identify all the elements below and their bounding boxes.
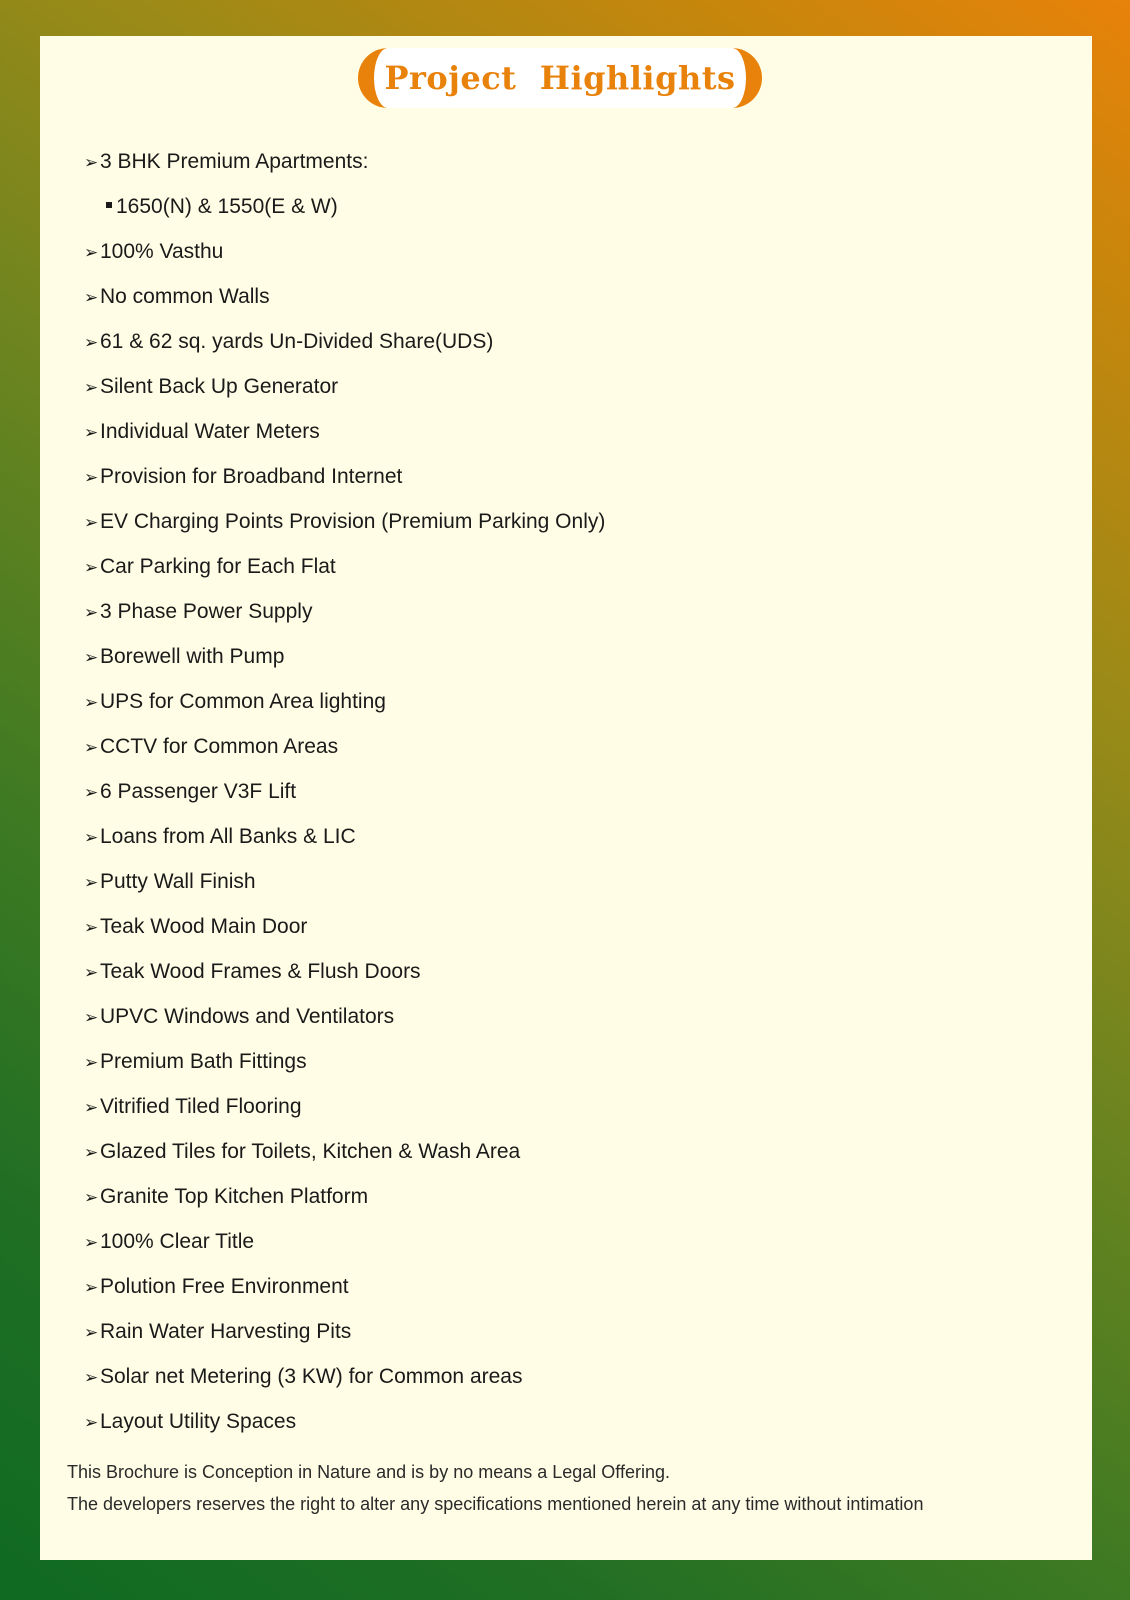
arrow-bullet-icon: ➢ [84,738,99,757]
list-item: ➢Borewell with Pump [84,639,605,684]
arrow-bullet-icon: ➢ [84,513,99,532]
list-item: ➢Premium Bath Fittings [84,1044,605,1089]
list-item: ➢CCTV for Common Areas [84,729,605,774]
arrow-bullet-icon: ➢ [84,423,99,442]
list-item: ➢Solar net Metering (3 KW) for Common areas [84,1359,605,1404]
list-item: ➢Polution Free Environment [84,1269,605,1314]
list-item: ➢61 & 62 sq. yards Un-Divided Share(UDS) [84,324,605,369]
list-item: ➢Loans from All Banks & LIC [84,819,605,864]
arrow-bullet-icon: ➢ [84,828,99,847]
disclaimer-line: This Brochure is Conception in Nature and is by no means a Legal Offering. [67,1462,670,1482]
arrow-bullet-icon: ➢ [84,1278,99,1297]
list-item: ➢Individual Water Meters [84,414,605,459]
arrow-bullet-icon: ➢ [84,1323,99,1342]
page-title: Project Highlights [384,59,736,97]
highlights-list [84,144,605,1449]
arrow-bullet-icon: ➢ [84,468,99,487]
list-item: ➢Granite Top Kitchen Platform [84,1179,605,1224]
arrow-bullet-icon: ➢ [84,1053,99,1072]
list-item: ➢EV Charging Points Provision (Premium Parking Only) [84,504,605,549]
arrow-bullet-icon: ➢ [84,243,99,262]
arrow-bullet-icon: ➢ [84,1143,99,1162]
list-item: ➢No common Walls [84,279,605,324]
list-item: ➢Silent Back Up Generator [84,369,605,414]
arrow-bullet-icon: ➢ [84,558,99,577]
arrow-bullet-icon: ➢ [84,1098,99,1117]
list-item: ➢3 Phase Power Supply [84,594,605,639]
arrow-bullet-icon: ➢ [84,603,99,622]
arrow-bullet-icon: ➢ [84,333,99,352]
arrow-bullet-icon: ➢ [84,288,99,307]
disclaimer [67,1456,923,1520]
arrow-bullet-icon: ➢ [84,1368,99,1387]
square-bullet-icon [106,202,112,208]
title-banner [358,48,762,108]
list-item: ➢Putty Wall Finish [84,864,605,909]
list-item: ➢UPS for Common Area lighting [84,684,605,729]
list-item: ➢3 BHK Premium Apartments: [84,144,605,189]
list-subitem: 1650(N) & 1550(E & W) [84,189,605,234]
arrow-bullet-icon: ➢ [84,873,99,892]
arrow-bullet-icon: ➢ [84,153,99,172]
list-item: ➢100% Vasthu [84,234,605,279]
arrow-bullet-icon: ➢ [84,1008,99,1027]
arrow-bullet-icon: ➢ [84,378,99,397]
arrow-bullet-icon: ➢ [84,693,99,712]
arrow-bullet-icon: ➢ [84,1233,99,1252]
highlights-panel [40,36,1092,1560]
list-item: ➢Teak Wood Main Door [84,909,605,954]
list-item: ➢6 Passenger V3F Lift [84,774,605,819]
list-item: ➢Rain Water Harvesting Pits [84,1314,605,1359]
list-item: ➢100% Clear Title [84,1224,605,1269]
disclaimer-line: The developers reserves the right to alter any specifications mentioned herein at any time without intimation [67,1494,924,1514]
list-item: ➢Provision for Broadband Internet [84,459,605,504]
list-item: ➢Layout Utility Spaces [84,1404,605,1449]
arrow-bullet-icon: ➢ [84,783,99,802]
arrow-bullet-icon: ➢ [84,1413,99,1432]
list-item: ➢Teak Wood Frames & Flush Doors [84,954,605,999]
arrow-bullet-icon: ➢ [84,1188,99,1207]
arrow-bullet-icon: ➢ [84,918,99,937]
arrow-bullet-icon: ➢ [84,963,99,982]
arrow-bullet-icon: ➢ [84,648,99,667]
list-item: ➢Vitrified Tiled Flooring [84,1089,605,1134]
list-item: ➢Car Parking for Each Flat [84,549,605,594]
list-item: ➢Glazed Tiles for Toilets, Kitchen & Wash Area [84,1134,605,1179]
list-item: ➢UPVC Windows and Ventilators [84,999,605,1044]
